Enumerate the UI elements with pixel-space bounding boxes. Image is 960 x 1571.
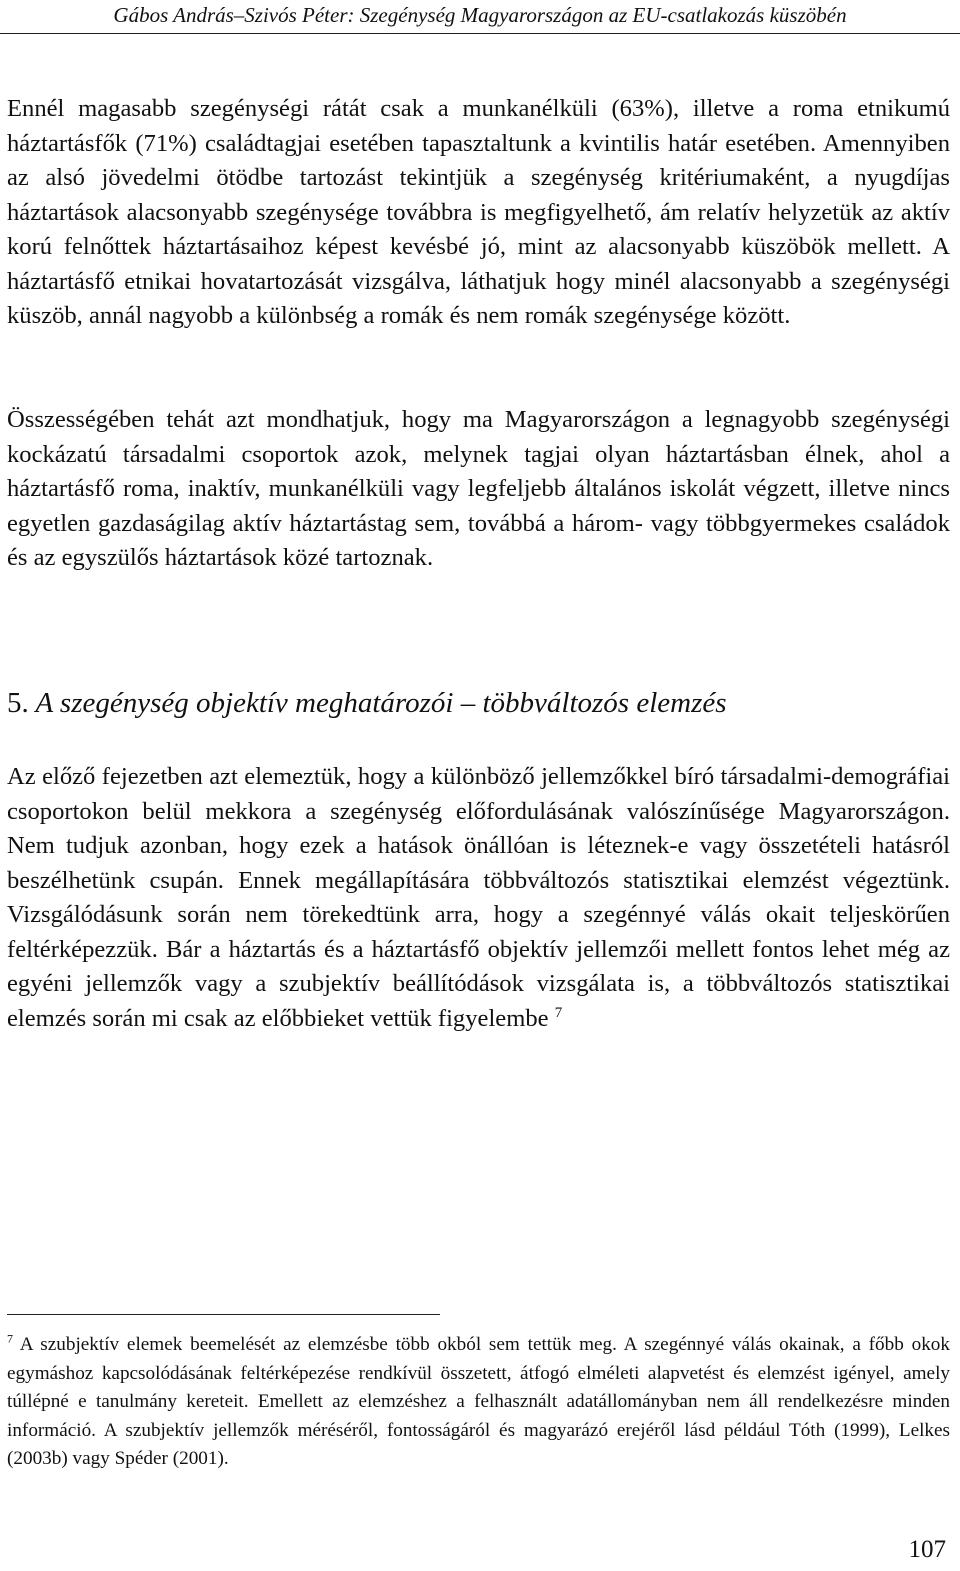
footnote-text: A szubjektív elemek beemelését az elemzésbe több okból sem tettük meg. A szegénnyé válás okainak, a főbb okok egymáshoz kapcsolódásának feltérképezése rendkívül összetett, átfogó elméleti alapvetést és elemzést igényel, amely túllépné e tanulmány kereteit. Emellett az elemzéshez a felhasznált adatállományban nem áll rendelkezésre minden információ. A szubjektív jellemzők méréséről, fontosságáról és magyarázó erejéről lásd például Tóth (1999), Lelkes (2003b) vagy Spéder (2001). [7,1334,950,1470]
footnote-divider [7,1314,440,1315]
section-paragraph [7,760,950,1036]
section-title: A szegénység objektív meghatározói – többváltozós elemzés [35,687,727,719]
page-number: 107 [908,1536,946,1563]
section-paragraph-text: Az előző fejezetben azt elemeztük, hogy a különböző jellemzőkkel bíró társadalmi-demográfiai csoportokon belül mekkora a szegénység előfordulásának valószínűsége Magyarországon. Nem tudjuk azonban, hogy ezek a hatások önállóan is léteznek-e vagy összetételi hatásról beszélhetünk csupán. Ennek megállapítására többváltozós statisztikai elemzést végeztünk. Vizsgálódásunk során nem törekedtünk arra, hogy a szegénnyé válás okait teljeskörűen feltérképezzük. Bár a háztartás és a háztartásfő objektív jellemzői mellett fontos lehet még az egyéni jellemzők vagy a szubjektív beállítódások vizsgálata is, a többváltozós statisztikai elemzés során mi csak az előbbieket vettük figyelembe [7,763,950,1032]
footnote-number: 7 [7,1331,13,1346]
section-heading [7,684,727,722]
footnote [7,1331,950,1474]
body-paragraph: Ennél magasabb szegénységi rátát csak a munkanélküli (63%), illetve a roma etnikumú háztartásfők (71%) családtagjai esetében tapasztaltunk a kvintilis határ esetében. Amennyiben az alsó jövedelmi ötödbe tartozást tekintjük a szegénység kritériumaként, a nyugdíjas háztartások alacsonyabb szegénysége továbbra is megfigyelhető, ám relatív helyzetük az aktív korú felnőttek háztartásaihoz képest kevésbé jó, mint az alacsonyabb küszöbök mellett. A háztartásfő etnikai hovatartozását vizsgálva, láthatjuk hogy minél alacsonyabb a szegénységi küszöb, annál nagyobb a különbség a romák és nem romák szegénysége között. [7,95,950,329]
footnote-reference[interactable]: 7 [554,1004,563,1021]
running-head: Gábos András–Szivós Péter: Szegénység Magyarországon az EU-csatlakozás küszöbén [0,0,960,34]
body-paragraph: Összességében tehát azt mondhatjuk, hogy ma Magyarországon a legnagyobb szegénységi kockázatú társadalmi csoportok azok, melynek tagjai olyan háztartásban élnek, ahol a háztartásfő roma, inaktív, munkanélküli vagy legfeljebb általános iskolát végzett, illetve nincs egyetlen gazdaságilag aktív háztartástag sem, továbbá a három- vagy többgyermekes családok és az egyszülős háztartások közé tartoznak. [7,406,950,571]
section-number: 5. [7,687,29,719]
